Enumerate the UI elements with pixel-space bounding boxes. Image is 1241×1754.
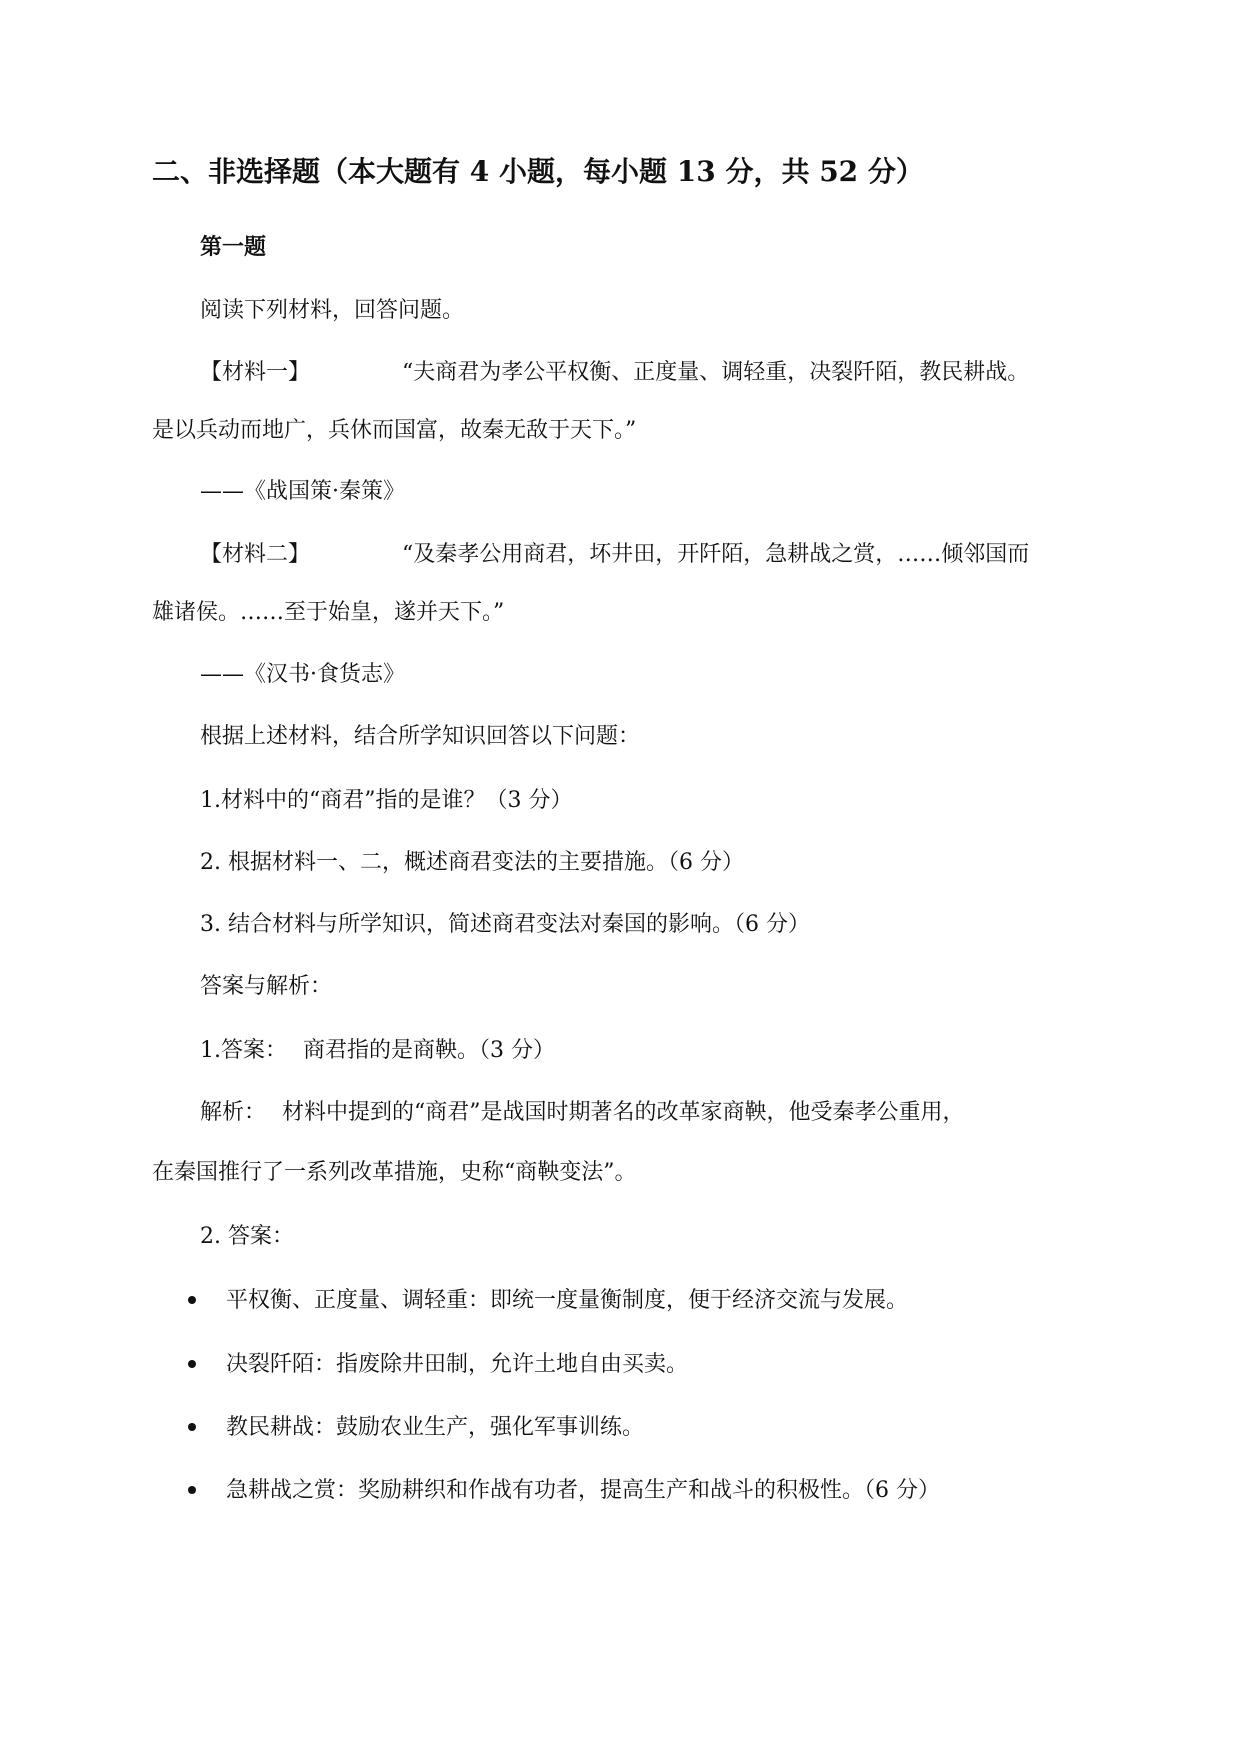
answer2-bullet-3: 教民耕战：鼓励农业生产，强化军事训练。 bbox=[226, 1415, 645, 1440]
bullet-icon bbox=[188, 1296, 196, 1304]
instruction: 阅读下列材料，回答问题。 bbox=[200, 298, 465, 323]
material2-label: 【材料二】 bbox=[200, 542, 311, 567]
prompt: 根据上述材料，结合所学知识回答以下问题： bbox=[200, 724, 641, 749]
question-2: 2. 根据材料一、二，概述商君变法的主要措施。（6 分） bbox=[200, 850, 744, 875]
question-1: 1.材料中的“商君”指的是谁？（3 分） bbox=[200, 788, 573, 813]
analysis1-line1 bbox=[200, 1098, 965, 1128]
answer-heading: 答案与解析： bbox=[200, 974, 333, 999]
material2-source: ——《汉书·食货志》 bbox=[200, 662, 405, 687]
analysis1-text-line1: 材料中提到的“商君”是战国时期著名的改革家商鞅，他受秦孝公重用， bbox=[282, 1100, 965, 1125]
material2-line1 bbox=[200, 540, 1029, 570]
answer2-bullet-2: 决裂阡陌：指废除井田制，允许土地自由买卖。 bbox=[226, 1352, 689, 1377]
question-title: 第一题 bbox=[200, 234, 267, 260]
material1-quote-line1: “夫商君为孝公平权衡、正度量、调轻重，决裂阡陌，教民耕战。 bbox=[402, 360, 1030, 385]
material1-quote-line2: 是以兵动而地广，兵休而国富，故秦无敌于天下。” bbox=[152, 418, 637, 443]
answer1 bbox=[200, 1036, 555, 1066]
material1-label: 【材料一】 bbox=[200, 360, 311, 385]
answer2-bullet-1: 平权衡、正度量、调轻重：即统一度量衡制度，便于经济交流与发展。 bbox=[226, 1288, 909, 1313]
answer2-bullet-4: 急耕战之赏：奖励耕织和作战有功者，提高生产和战斗的积极性。（6 分） bbox=[226, 1478, 940, 1503]
answer2-label: 2. 答案： bbox=[200, 1224, 294, 1249]
section-title: 二、非选择题（本大题有 4 小题，每小题 13 分，共 52 分） bbox=[152, 155, 924, 188]
analysis1-label: 解析： bbox=[200, 1100, 267, 1125]
bullet-icon bbox=[188, 1423, 196, 1431]
question-3: 3. 结合材料与所学知识，简述商君变法对秦国的影响。（6 分） bbox=[200, 912, 810, 937]
material2-quote-line2: 雄诸侯。……至于始皇，遂并天下。” bbox=[152, 600, 505, 625]
material1-line1 bbox=[200, 358, 1029, 388]
analysis1-text-line2: 在秦国推行了一系列改革措施，史称“商鞅变法”。 bbox=[152, 1160, 637, 1185]
bullet-icon bbox=[188, 1486, 196, 1494]
material1-source: ——《战国策·秦策》 bbox=[200, 479, 405, 504]
material2-quote-line1: “及秦孝公用商君，坏井田，开阡陌，急耕战之赏，……倾邻国而 bbox=[402, 542, 1030, 567]
answer1-text: 商君指的是商鞅。（3 分） bbox=[303, 1038, 555, 1063]
bullet-icon bbox=[188, 1360, 196, 1368]
answer1-label: 1.答案： bbox=[200, 1038, 287, 1063]
